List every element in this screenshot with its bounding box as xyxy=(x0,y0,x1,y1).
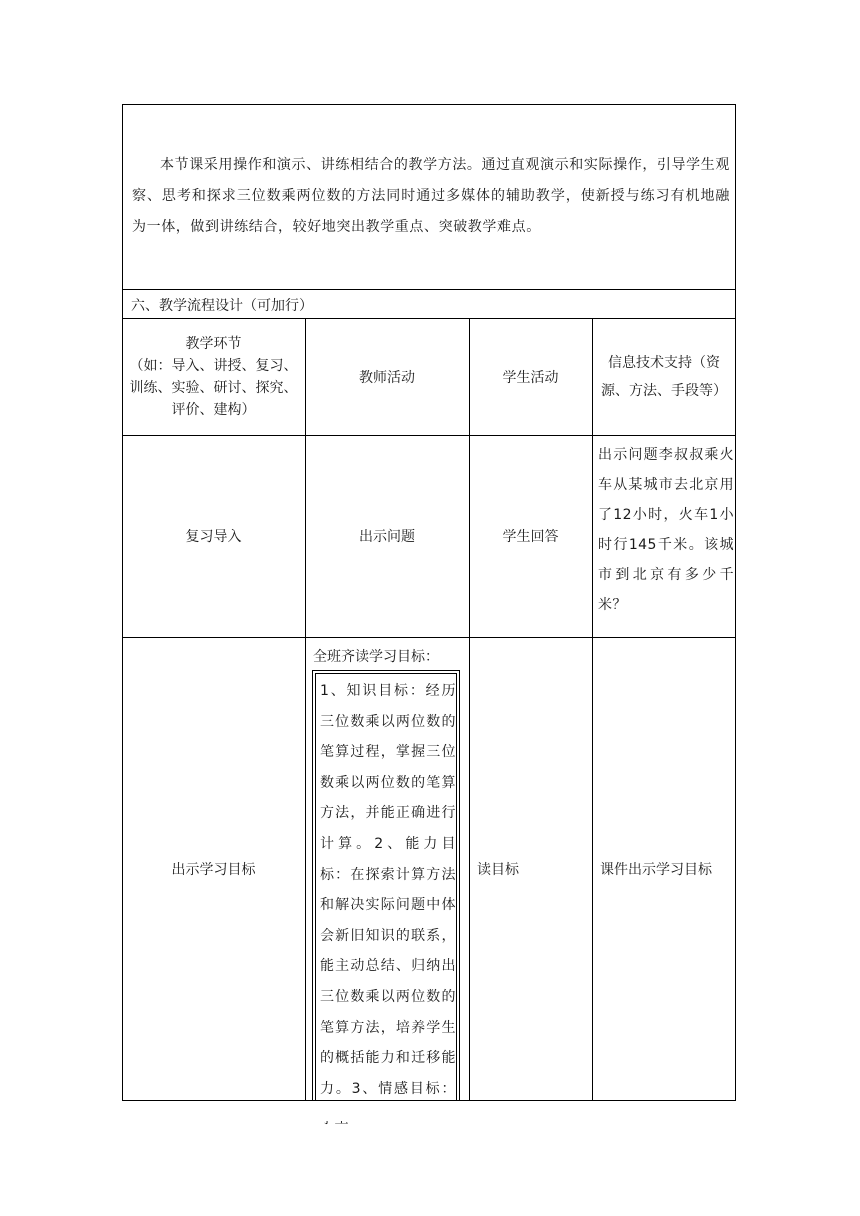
it-support-cell: 课件出示学习目标 xyxy=(600,862,712,878)
table-bottom-border xyxy=(122,1100,736,1101)
stage-cell: 复习导入 xyxy=(185,529,242,545)
header-it-support: 信息技术支持（资 源、方法、手段等） xyxy=(601,354,727,399)
row-divider xyxy=(122,289,736,290)
stage-cell: 出示学习目标 xyxy=(171,862,256,878)
student-activity-cell: 读目标 xyxy=(477,862,519,878)
header-student-activity: 学生活动 xyxy=(502,369,559,386)
header-teacher-activity: 教师活动 xyxy=(359,369,415,386)
learning-goals-text: 1、知识目标：经历三位数乘以两位数的笔算过程，掌握三位数乘以两位数的笔算方法，并能正确进行计算。2、能力目标：在探索计算方法和解决实际问题中体会新旧知识的联系，能主动总结、归纳出三位数乘以两位数的笔算方法，培养学生的概括能力和迁移能力。3、情感目标： xyxy=(320,683,456,1097)
page-bottom-mask xyxy=(306,1101,469,1121)
header-stage: 教学环节 （如：导入、讲授、复习、 训练、实验、研讨、探究、 评价、建构） xyxy=(129,335,298,418)
teacher-activity-cell: 出示问题 xyxy=(359,529,415,545)
it-support-cell: 出示问题李叔叔乘火车从某城市去北京用了12小时，火车1小时行145千米。该城市到北京有多少千米？ xyxy=(598,447,734,613)
section-title: 六、教学流程设计（可加行） xyxy=(131,298,313,314)
student-activity-cell: 学生回答 xyxy=(502,529,559,545)
teaching-method-paragraph: 本节课采用操作和演示、讲练相结合的教学方法。通过直观演示和实际操作，引导学生观察、思考和探求三位数乘两位数的方法同时通过多媒体的辅助教学，使新授与练习有机地融为一体，做到讲练结合，较好地突出教学重点、突破教学难点。 xyxy=(132,157,730,235)
teacher-activity-title: 全班齐读学习目标： xyxy=(313,649,439,665)
